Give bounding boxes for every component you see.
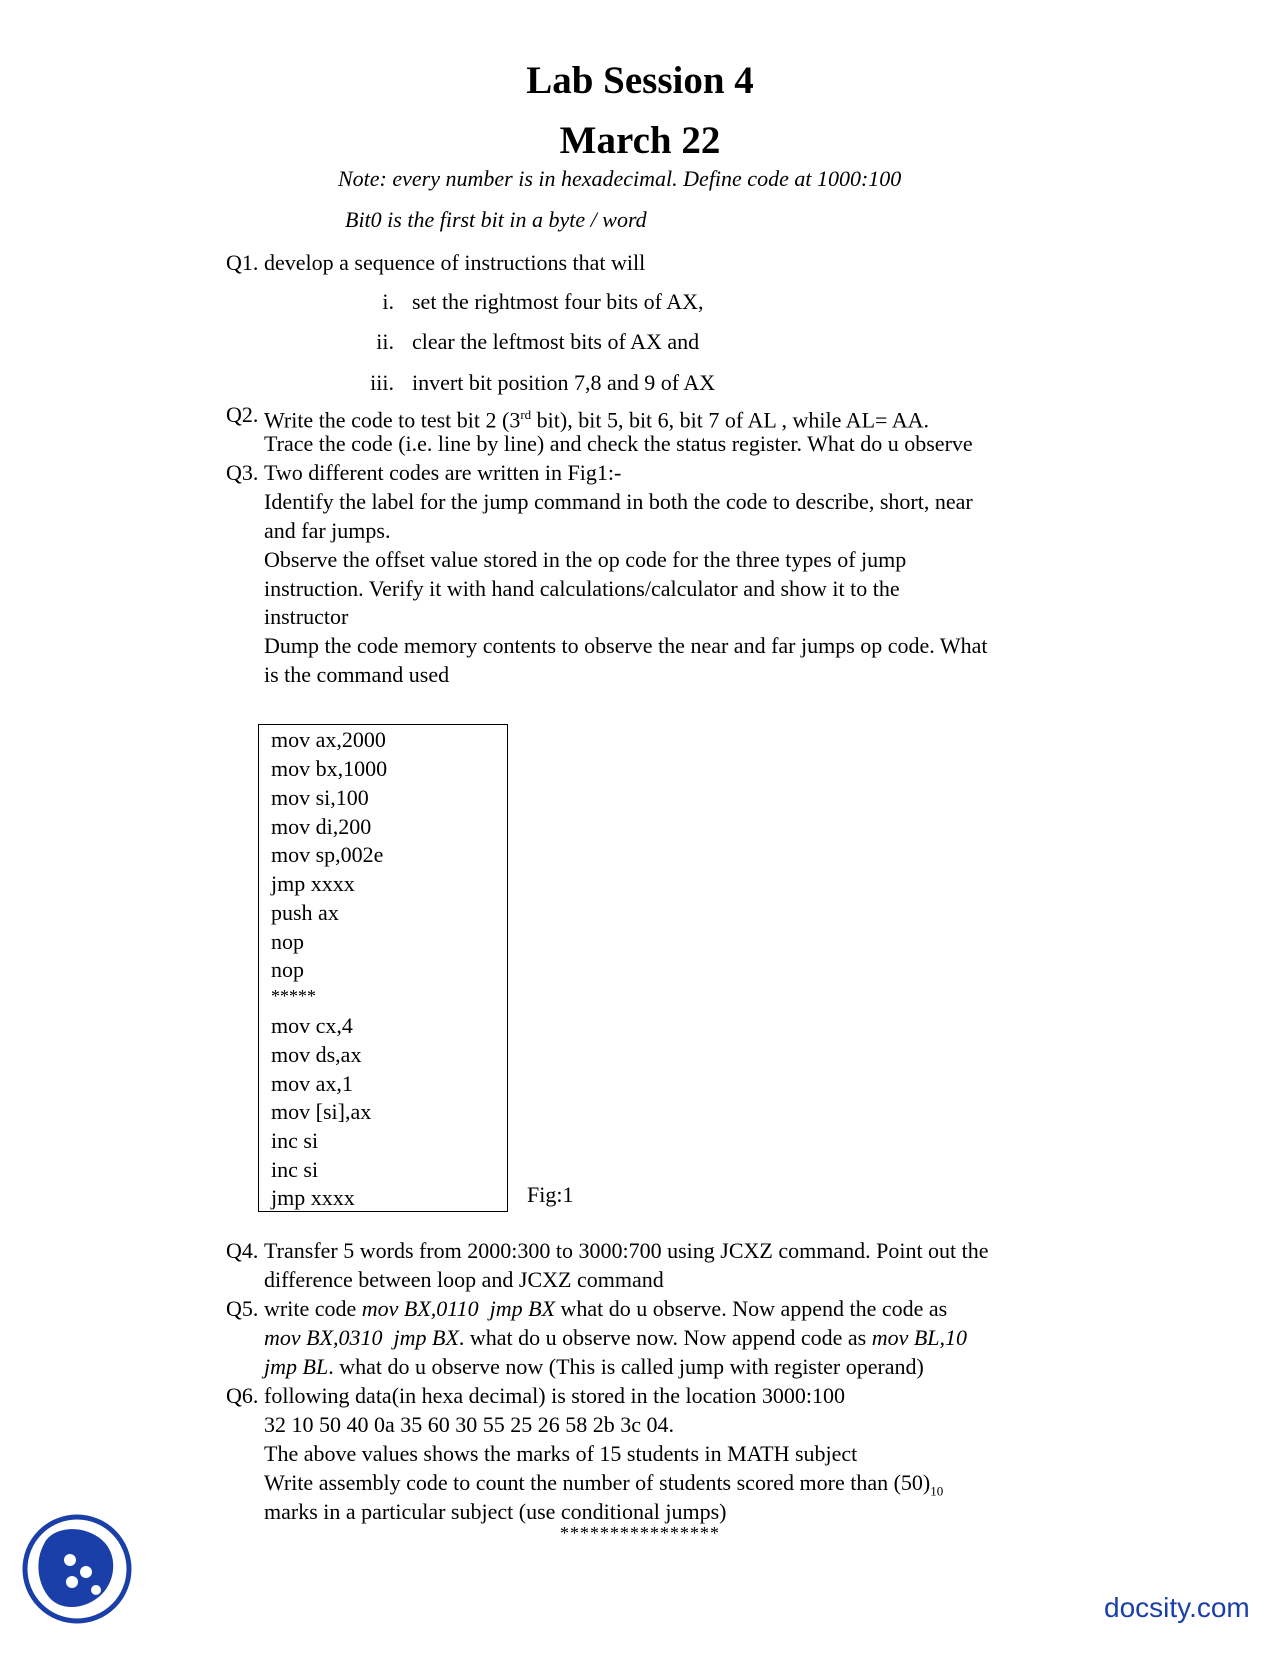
superscript: rd bbox=[520, 407, 532, 422]
code-line: mov [si],ax bbox=[271, 1099, 372, 1124]
code-line: mov ax,1 bbox=[271, 1071, 353, 1096]
item-number: i. bbox=[382, 289, 394, 314]
code-line: push ax bbox=[271, 900, 339, 925]
question-line: Trace the code (i.e. line by line) and check the status register. What do u observe bbox=[264, 431, 973, 456]
code-line: mov bx,1000 bbox=[271, 756, 388, 781]
item-text: clear the leftmost bits of AX and bbox=[412, 329, 700, 354]
question-label: Q6. bbox=[226, 1383, 259, 1408]
code-snippet: mov BX,0310 jmp BX bbox=[264, 1325, 459, 1350]
item-text: set the rightmost four bits of AX, bbox=[412, 289, 704, 314]
subscript: 10 bbox=[930, 1483, 944, 1499]
text-run: write code bbox=[264, 1296, 362, 1321]
code-line: mov ds,ax bbox=[271, 1042, 362, 1067]
code-line: inc si bbox=[271, 1128, 319, 1153]
question-label: Q2. bbox=[226, 402, 259, 427]
text-run: what do u observe. Now append the code as bbox=[555, 1296, 948, 1321]
text-run: . what do u observe now. Now append code as bbox=[458, 1325, 872, 1350]
question-label: Q3. bbox=[226, 460, 259, 485]
question-label: Q4. bbox=[226, 1238, 259, 1263]
question-line: Identify the label for the jump command in both the code to describe, short, near bbox=[264, 489, 973, 514]
text-run: bit), bit 5, bit 6, bit 7 of AL , while AL= AA. bbox=[531, 407, 929, 433]
question-line bbox=[264, 1294, 947, 1323]
item-number: iii. bbox=[370, 370, 394, 395]
question-line: 32 10 50 40 0a 35 60 30 55 25 26 58 2b 3c 04. bbox=[264, 1412, 675, 1437]
question-line: Two different codes are written in Fig1:- bbox=[264, 460, 622, 485]
question-line: and far jumps. bbox=[264, 518, 391, 543]
question-line: Transfer 5 words from 2000:300 to 3000:700 using JCXZ command. Point out the bbox=[264, 1238, 989, 1263]
code-line: mov cx,4 bbox=[271, 1013, 353, 1038]
note-hex: Note: every number is in hexadecimal. Define code at 1000:100 bbox=[338, 166, 902, 191]
item-number: ii. bbox=[376, 329, 394, 354]
question-line: The above values shows the marks of 15 students in MATH subject bbox=[264, 1441, 858, 1466]
code-line: ***** bbox=[271, 986, 316, 1006]
code-line: mov si,100 bbox=[271, 785, 369, 810]
end-marker: **************** bbox=[560, 1523, 720, 1543]
code-line: nop bbox=[271, 957, 304, 982]
code-listing-box bbox=[258, 724, 508, 1212]
figure-caption: Fig:1 bbox=[527, 1182, 574, 1207]
code-snippet: mov BX,0110 jmp BX bbox=[361, 1296, 556, 1321]
question-line bbox=[264, 1352, 924, 1381]
code-line: mov di,200 bbox=[271, 814, 372, 839]
code-line: nop bbox=[271, 929, 304, 954]
question-line: difference between loop and JCXZ command bbox=[264, 1267, 664, 1292]
code-line: jmp xxxx bbox=[271, 1185, 355, 1210]
page-title: Lab Session 4 bbox=[526, 59, 754, 102]
text-run: Write assembly code to count the number of students scored more than (50) bbox=[264, 1470, 931, 1495]
code-line: mov ax,2000 bbox=[271, 727, 386, 752]
code-snippet: jmp BL bbox=[264, 1354, 329, 1379]
question-line: is the command used bbox=[264, 662, 450, 687]
text-run: Write the code to test bit 2 (3 bbox=[264, 407, 521, 433]
question-line: marks in a particular subject (use conditional jumps) bbox=[264, 1499, 727, 1524]
question-label: Q1. bbox=[226, 250, 259, 275]
question-label: Q5. bbox=[226, 1296, 259, 1321]
code-line: jmp xxxx bbox=[271, 871, 355, 896]
item-text: invert bit position 7,8 and 9 of AX bbox=[412, 370, 716, 395]
question-line: Dump the code memory contents to observe the near and far jumps op code. What bbox=[264, 633, 988, 658]
question-text: develop a sequence of instructions that will bbox=[264, 250, 646, 275]
page-date: March 22 bbox=[559, 119, 721, 162]
note-bit0: Bit0 is the first bit in a byte / word bbox=[345, 207, 647, 232]
docsity-logo-icon bbox=[22, 1514, 132, 1624]
code-line: inc si bbox=[271, 1157, 319, 1182]
code-line: mov sp,002e bbox=[271, 842, 384, 867]
question-line bbox=[264, 1323, 967, 1352]
brand-watermark[interactable]: docsity.com bbox=[1104, 1592, 1250, 1623]
question-line: Observe the offset value stored in the op code for the three types of jump bbox=[264, 547, 907, 572]
question-line: instruction. Verify it with hand calculations/calculator and show it to the bbox=[264, 576, 900, 601]
code-snippet: mov BL,10 bbox=[871, 1325, 968, 1350]
question-line: following data(in hexa decimal) is stored in the location 3000:100 bbox=[264, 1383, 846, 1408]
question-line: instructor bbox=[264, 604, 349, 629]
text-run: . what do u observe now (This is called jump with register operand) bbox=[328, 1354, 924, 1379]
